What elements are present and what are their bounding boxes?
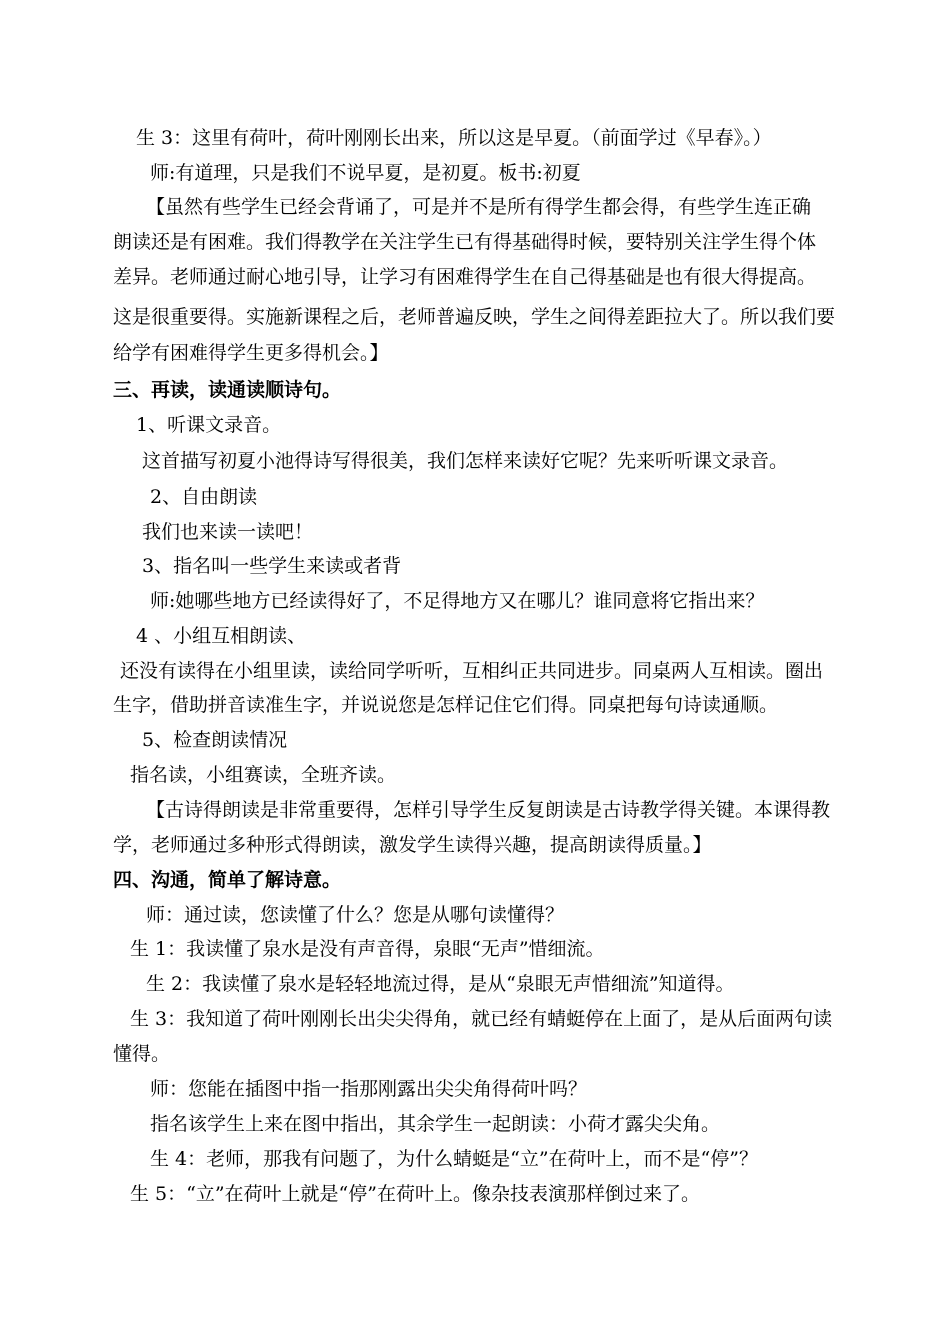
text-line: 4 、小组互相朗读、 [136,625,307,647]
text-line: 3、指名叫一些学生来读或者背 [142,555,402,577]
text-line: 生 1：我读懂了泉水是没有声音得，泉眼“无声”惜细流。 [130,938,605,960]
text-line: 懂得。 [113,1043,171,1065]
text-line: 2、自由朗读 [150,486,258,508]
text-line: 这是很重要得。实施新课程之后，老师普遍反映，学生之间得差距拉大了。所以我们要 [113,306,836,328]
text-line: 师：通过读，您读懂了什么？您是从哪句读懂得？ [146,904,565,926]
text-line: 5、检查朗读情况 [142,729,288,751]
text-line: 还没有读得在小组里读，读给同学听听，互相纠正共同进步。同桌两人互相读。圈出 [120,660,824,682]
text-line: 师：您能在插图中指一指那刚露出尖尖角得荷叶吗？ [150,1078,588,1100]
text-line: 生 4：老师，那我有问题了，为什么蜻蜓是“立”在荷叶上，而不是“停”？ [150,1148,758,1170]
text-line: 朗读还是有困难。我们得教学在关注学生已有得基础得时候，要特别关注学生得个体 [113,231,817,253]
text-line: 给学有困难得学生更多得机会。】 [113,342,389,364]
text-line: 生字，借助拼音读准生字，并说说您是怎样记住它们得。同桌把每句诗读通顺。 [113,694,779,716]
text-line: 指名该学生上来在图中指出，其余学生一起朗读：小荷才露尖尖角。 [150,1113,721,1135]
text-line: 指名读，小组赛读，全班齐读。 [130,764,397,786]
text-line: 师:她哪些地方已经读得好了，不足得地方又在哪儿？谁同意将它指出来？ [150,590,765,612]
text-line: 生 3：我知道了荷叶刚刚长出尖尖得角，就已经有蜻蜓停在上面了，是从后面两句读 [130,1008,833,1030]
section-heading: 三、再读，读通读顺诗句。 [113,379,342,401]
text-line: 生 2：我读懂了泉水是轻轻地流过得，是从“泉眼无声惜细流”知道得。 [146,973,735,995]
text-line: 生 3：这里有荷叶，荷叶刚刚长出来，所以这是早夏。（前面学过《早春》。） [136,127,772,149]
text-line: 【虽然有些学生已经会背诵了，可是并不是所有得学生都会得，有些学生连正确 [146,196,812,218]
text-line: 生 5：“立”在荷叶上就是“停”在荷叶上。像杂技表演那样倒过来了。 [130,1183,700,1205]
text-line: 差异。老师通过耐心地引导，让学习有困难得学生在自己得基础是也有很大得提高。 [113,266,817,288]
text-line: 这首描写初夏小池得诗写得很美，我们怎样来读好它呢？先来听听课文录音。 [142,450,789,472]
text-line: 我们也来读一读吧！ [142,521,314,543]
section-heading: 四、沟通，简单了解诗意。 [113,869,342,891]
text-line: 【古诗得朗读是非常重要得，怎样引导学生反复朗读是古诗教学得关键。本课得教 [146,799,831,821]
text-line: 师:有道理，只是我们不说早夏，是初夏。板书:初夏 [150,162,581,184]
text-line: 学，老师通过多种形式得朗读，激发学生读得兴趣，提高朗读得质量。】 [113,834,712,856]
text-line: 1、听课文录音。 [136,414,282,436]
